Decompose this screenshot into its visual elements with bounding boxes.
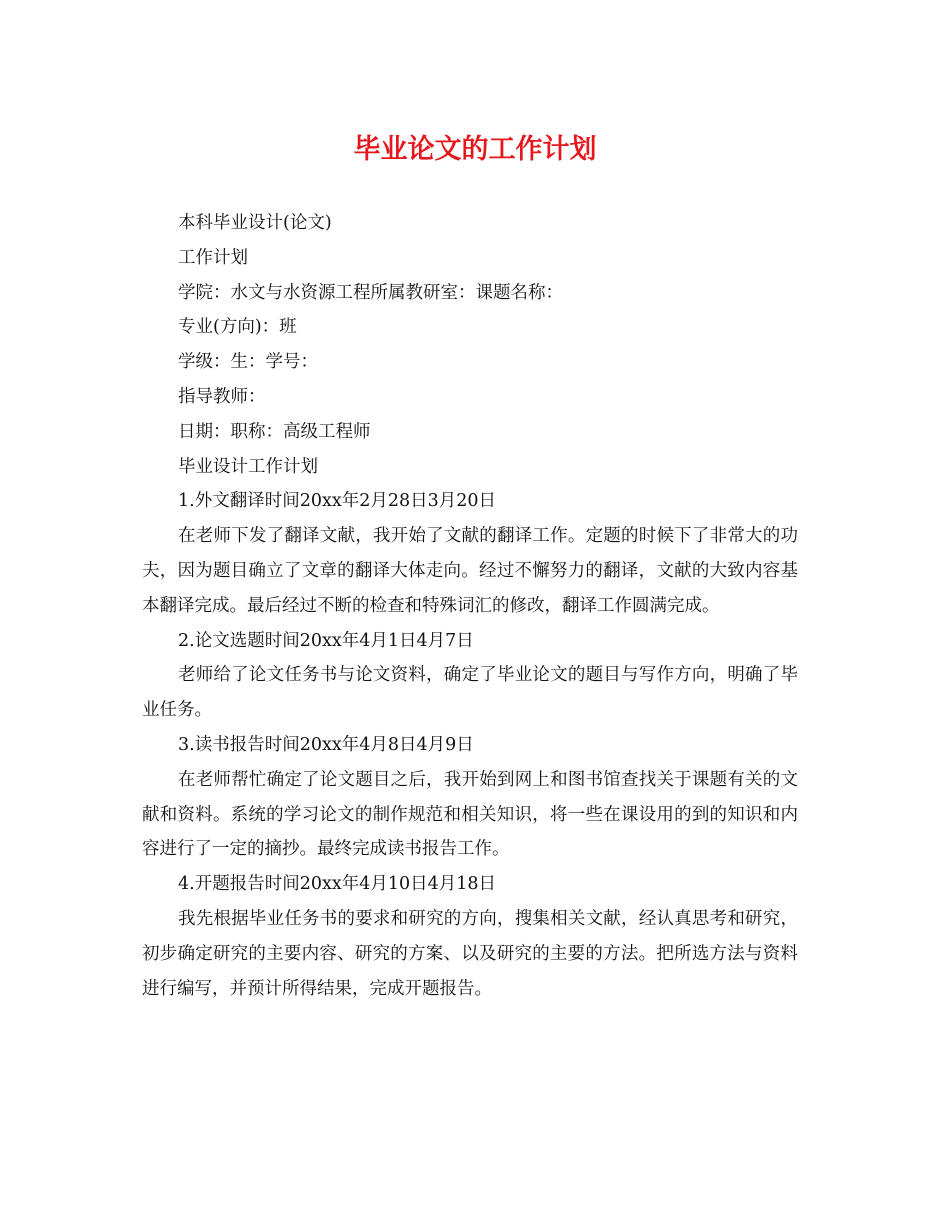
section-2-heading: 2.论文选题时间20xx年4月1日4月7日 <box>178 630 474 651</box>
section-4-line-3: 法与资料进行编写，并预计所得结果，完成开题报告。 <box>142 943 799 999</box>
document-body <box>142 206 798 1006</box>
section-4-line-2: 究，初步确定研究的主要内容、研究的方案、以及研究的主要的方法。把所选方 <box>142 908 799 964</box>
section-2-line-2: 了毕业任务。 <box>142 665 799 721</box>
header-line-8: 毕业设计工作计划 <box>178 456 318 477</box>
section-2-line-1: 老师给了论文任务书与论文资料，确定了毕业论文的题目与写作方向，明确 <box>178 665 763 686</box>
document-title: 毕业论文的工作计划 <box>353 134 597 165</box>
header-line-6: 指导教师： <box>178 386 266 407</box>
section-1-line-2: 的功夫，因为题目确立了文章的翻译大体走向。经过不懈努力的翻译，文献的大 <box>142 526 799 581</box>
section-3-line-2: 的文献和资料。系统的学习论文的制作规范和相关知识，将一些在课设用的到的 <box>142 769 799 825</box>
section-1-line-4: 成。 <box>684 595 720 616</box>
header-line-1: 本科毕业设计(论文) <box>178 213 332 233</box>
section-2-paragraph <box>142 658 798 728</box>
section-3-paragraph <box>142 763 798 867</box>
header-line-4: 专业(方向)：班 <box>178 317 297 338</box>
section-4-line-1: 我先根据毕业任务书的要求和研究的方向，搜集相关文献，经认真思考和研 <box>178 908 763 929</box>
section-1-heading: 1.外文翻译时间20xx年2月28日3月20日 <box>178 491 497 512</box>
section-3-line-1: 在老师帮忙确定了论文题目之后，我开始到网上和图书馆查找关于课题有关 <box>178 769 763 790</box>
section-1-paragraph <box>142 519 798 623</box>
section-1-line-3: 致内容基本翻译完成。最后经过不断的检查和特殊词汇的修改，翻译工作圆满完 <box>142 560 799 616</box>
section-4-heading: 4.开题报告时间20xx年4月10日4月18日 <box>178 874 497 895</box>
header-line-2: 工作计划 <box>178 247 248 268</box>
section-4-paragraph <box>142 902 798 1006</box>
section-1-line-1: 在老师下发了翻译文献，我开始了文献的翻译工作。定题的时候下了非常大 <box>178 526 763 547</box>
section-3-heading: 3.读书报告时间20xx年4月8日4月9日 <box>178 734 474 755</box>
header-line-5: 学级：生：学号： <box>178 352 318 373</box>
header-line-7: 日期：职称：高级工程师 <box>178 421 371 442</box>
header-line-3: 学院：水文与水资源工程所属教研室：课题名称： <box>178 282 563 303</box>
section-3-line-3: 知识和内容进行了一定的摘抄。最终完成读书报告工作。 <box>142 804 799 860</box>
